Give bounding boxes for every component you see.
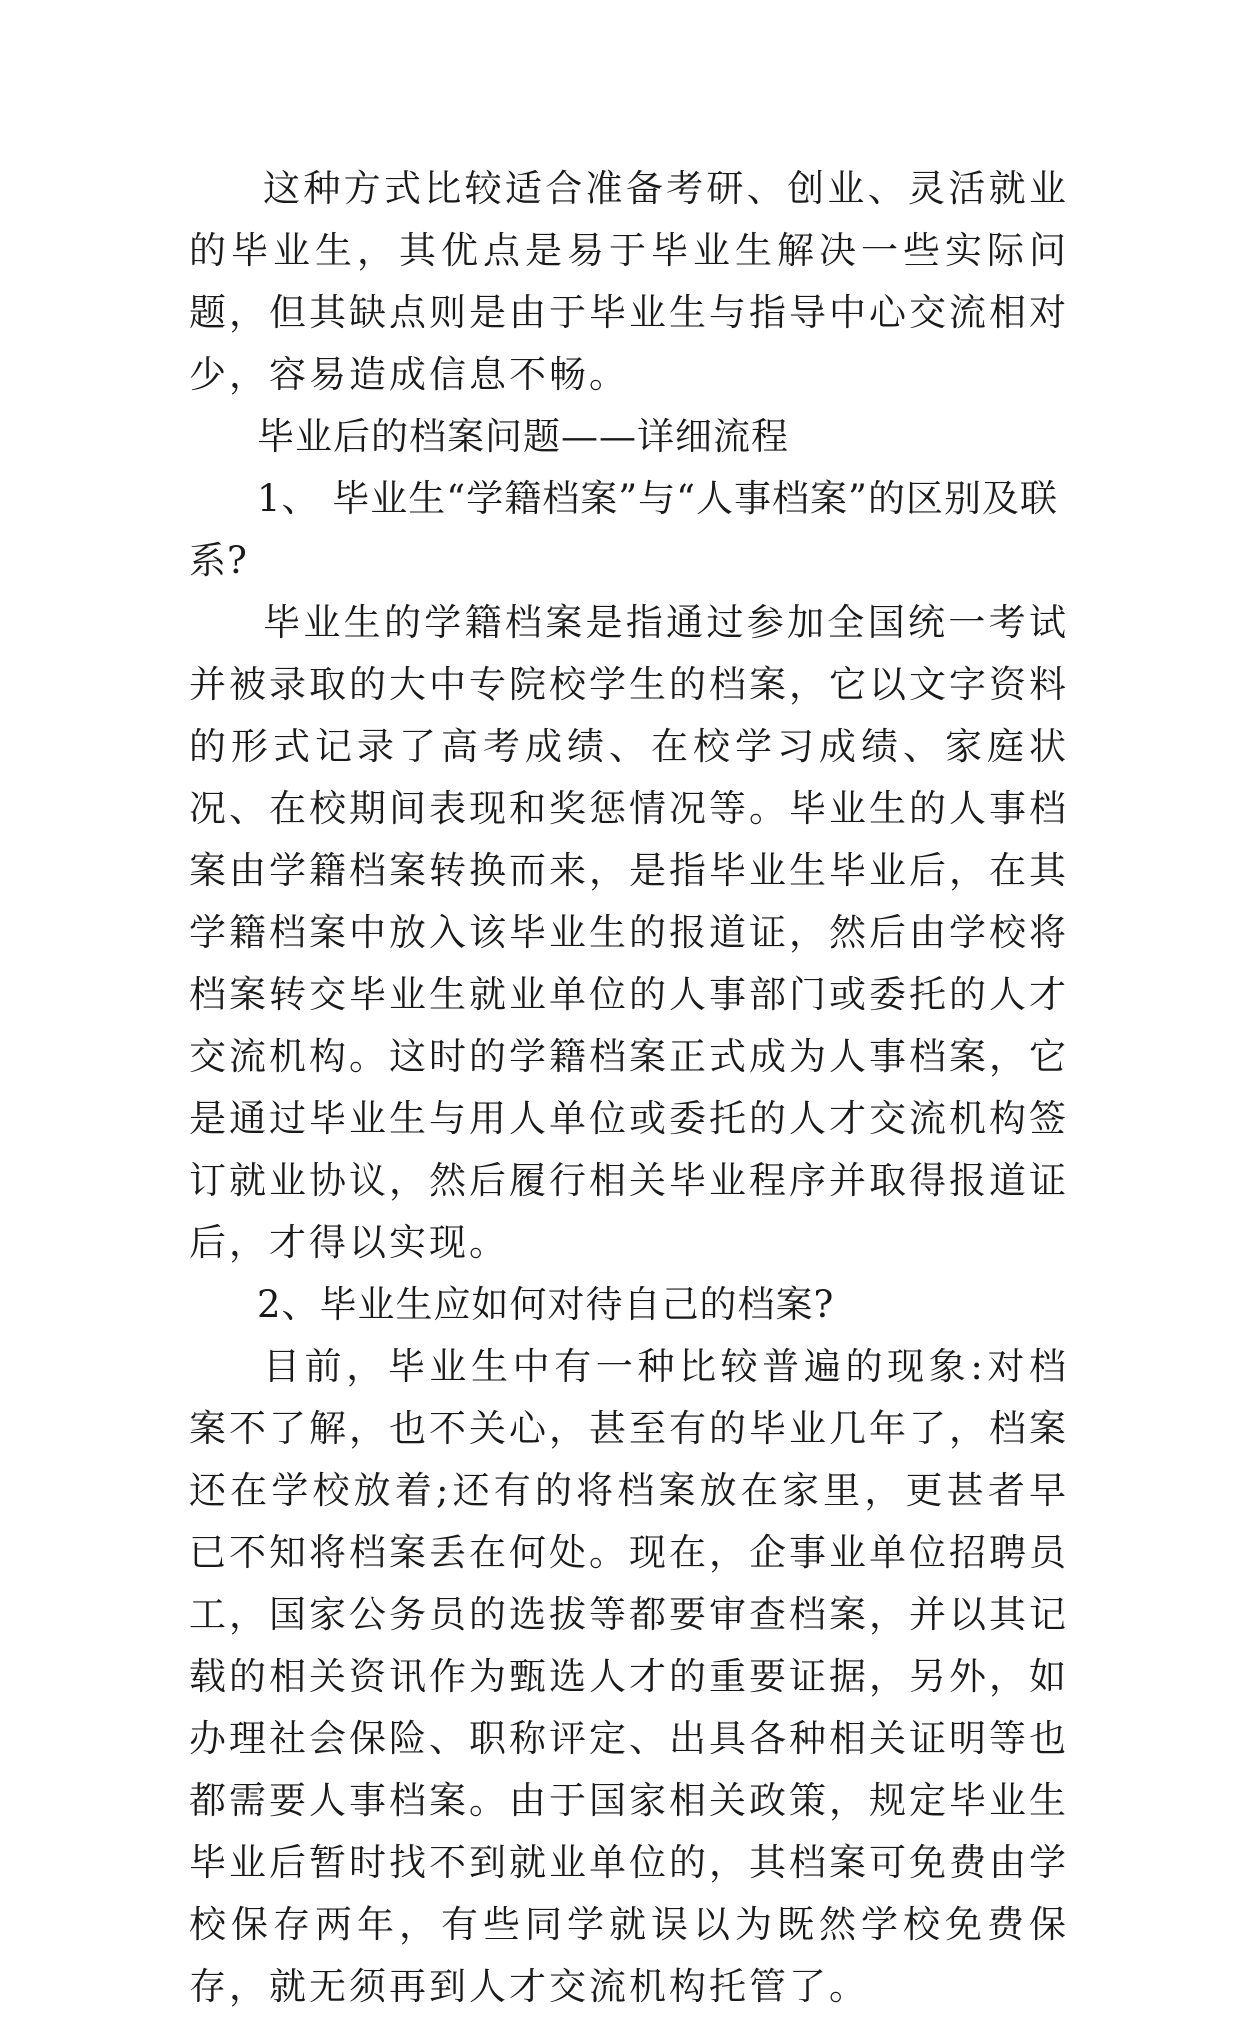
section-heading: 毕业后的档案问题——详细流程 [257, 415, 789, 458]
paragraph-archive-attitude: 目前，毕业生中有一种比较普遍的现象:对档案不了解，也不关心，甚至有的毕业几年了，档案还在学校放着;还有的将档案放在家里，更甚者早已不知将档案丢在何处。现在，企事业单位招聘员工，国家公务员的选拔等都要审查档案，并以其记载的相关资讯作为甄选人才的重要证据，另外，如办理社会保险、职称评定、出具各种相关证明等也都需要人事档案。由于国家相关政策，规定毕业生毕业后暂时找不到就业单位的，其档案可免费由学校保存两年，有些同学就误以为既然学校免费保存，就无须再到人才交流机构托管了。 [189, 1345, 1069, 2008]
question-heading-2: 2、毕业生应如何对待自己的档案? [257, 1283, 835, 1326]
question-heading-1: 1、 毕业生“学籍档案”与“人事档案”的区别及联系? [189, 477, 1058, 582]
paragraph-archive-difference: 毕业生的学籍档案是指通过参加全国统一考试并被录取的大中专院校学生的档案，它以文字资料的形式记录了高考成绩、在校学习成绩、家庭状况、在校期间表现和奖惩情况等。毕业生的人事档案由学籍档案转换而来，是指毕业生毕业后，在其学籍档案中放入该毕业生的报道证，然后由学校将档案转交毕业生就业单位的人事部门或委托的人才交流机构。这时的学籍档案正式成为人事档案，它是通过毕业生与用人单位或委托的人才交流机构签订就业协议，然后履行相关毕业程序并取得报道证后，才得以实现。 [189, 601, 1069, 1264]
paragraph-intro: 这种方式比较适合准备考研、创业、灵活就业的毕业生，其优点是易于毕业生解决一些实际问题，但其缺点则是由于毕业生与指导中心交流相对少，容易造成信息不畅。 [189, 167, 1069, 396]
document-body [189, 158, 1069, 2018]
